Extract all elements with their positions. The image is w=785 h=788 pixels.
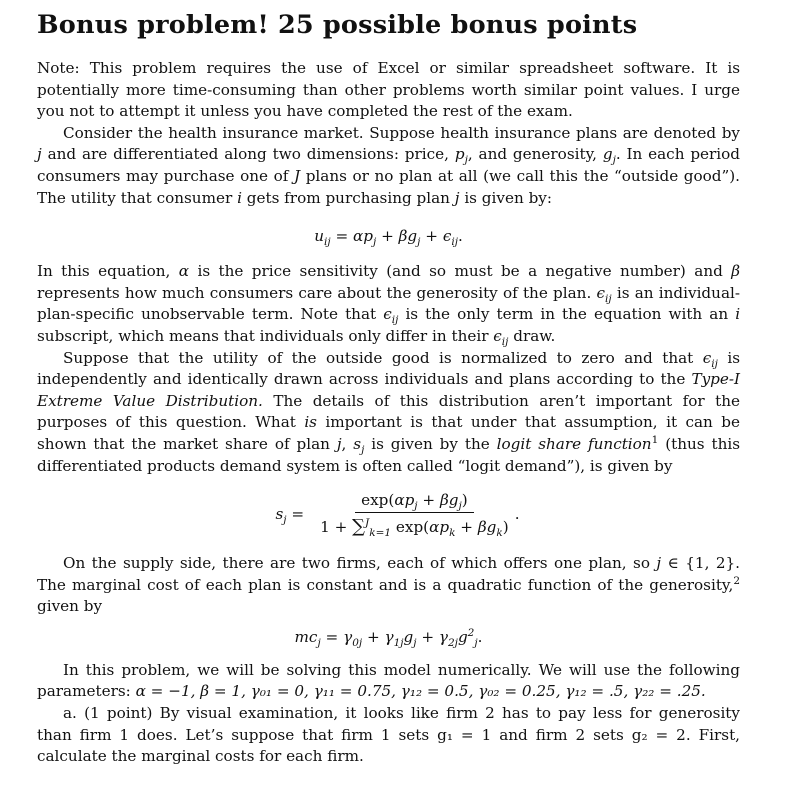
market-paragraph: Consider the health insurance market. Suppose health insurance plans are denoted by j and are differentiated along two dimensions: price, $p_j$, and generosity, $g_j$. In each period consumers may purchase one of J plans or no plan at all (we call this the “outside good”). The utility that consumer i gets from purchasing plan j is given by: [37, 123, 741, 207]
footnote-mark-1: 1 [651, 433, 659, 446]
marginal-cost-equation: $mc_j = \gamma_{0j} + \gamma_{1j}g_j + \gamma_{2j}g^2_j$. [294, 626, 483, 649]
utility-equation: $u_{ij} = \alpha p_j + \beta g_j + \epsilon_{ij}$. [314, 227, 463, 249]
footnote-mark-2: 2 [733, 574, 740, 587]
outside-good-paragraph: Suppose that the utility of the outside good is normalized to zero and that $\epsilon_{ij}$ is independently and identically drawn across individuals and plans according to the Type-I Extreme Value Distribution. The details of this distribution aren’t important for the purposes of this question. What is important is that under that assumption, it can be shown that the market share of plan j, $s_j$ is given by the logit share function$^1$ (thus this differentiated products demand system is often called “logit demand”), is given by [37, 348, 741, 475]
supply-paragraph: On the supply side, there are two firms, each of which offers one plan, so j ∈ {1, 2}. The marginal cost of each plan is constant and is a quadratic function of the generosity,$^2$ given by [37, 554, 740, 616]
document-page [37, 10, 740, 768]
parameters-paragraph: In this problem, we will be solving this model numerically. We will use the following parameters: α = −1, β = 1, γ₀₁ = 0, γ₁₁ = 0.75, γ₁₂ = 0.5, γ₀₂ = 0.25, γ₁₂ = .5, γ₂₂ = .25. [37, 660, 740, 701]
note-paragraph: Note: This problem requires the use of Excel or similar spreadsheet software. It is potentially more time-consuming than other problems worth similar point values. I urge you not to attempt it unless you have completed the rest of the exam. [37, 59, 740, 121]
page-title: Bonus problem! 25 possible bonus points [37, 10, 638, 40]
equation-explanation-paragraph: In this equation, α is the price sensitivity (and so must be a negative number) and β represents how much consumers care about the generosity of the plan. $\epsilon_{ij}$ is an individual-plan-specific unobservable term. Note that $\epsilon_{ij}$ is the only term in the equation with an i subscript, which means that individuals only differ in their $\epsilon_{ij}$ draw. [37, 262, 741, 348]
part-a-paragraph: a. (1 point) By visual examination, it looks like firm 2 has to pay less for generosity than firm 1 does. Let’s suppose that firm 1 sets g₁ = 1 and firm 2 sets g₂ = 2. First, calculate the marginal costs for each firm. [37, 704, 740, 766]
logit-share-equation: $s_j$ = $\frac{\exp(\alpha p_j + \beta g_j)}{1 + \sum^J_{k=1} \exp(\alpha p_k + \beta g_k)}$ . [275, 491, 520, 540]
